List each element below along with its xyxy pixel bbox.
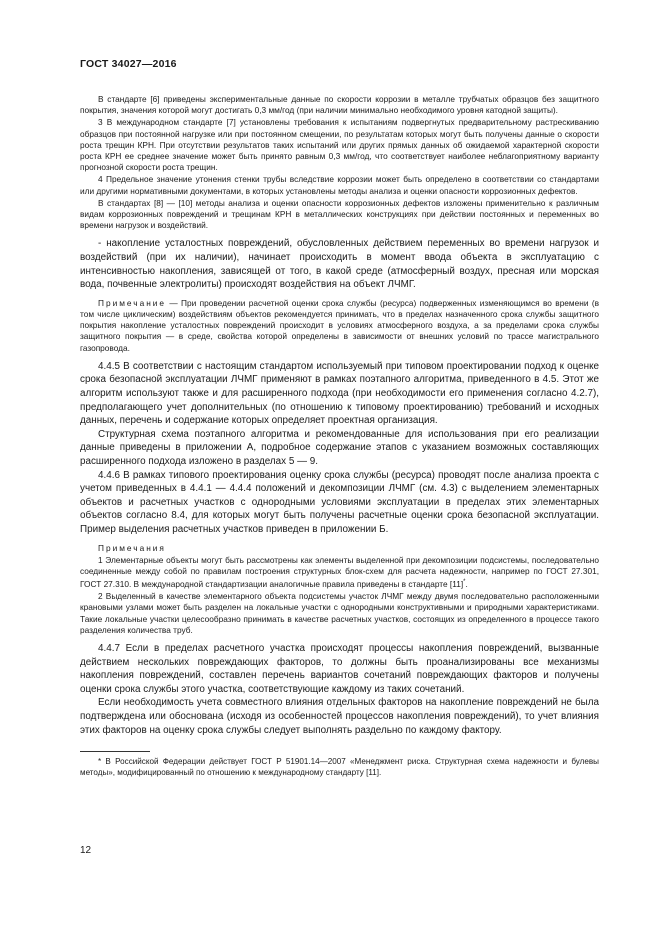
- section-4-4-5: [80, 360, 599, 537]
- note-fatigue: [80, 298, 599, 354]
- paragraph-4-4-7: 4.4.7 Если в пределах расчетного участка происходят процессы накопления повреждений, вызванные действием нескольких повреждающих факторов, то должны быть проанализированы все механизмы накопления повреждений, составлен перечень вариантов сочетаний повреждающих факторов и получены оценки срока службы этого участка, соответствующие каждому из таких сочетаний.: [80, 642, 599, 695]
- footnote-text: * В Российской Федерации действует ГОСТ Р 51901.14—2007 «Менеджмент риска. Структурная схема надежности и булевы методы», модифицированный по отношению к международному стандарту [11].: [80, 757, 599, 778]
- paragraph-4-4-5-b: Структурная схема поэтапного алгоритма и рекомендованные для использования при его реализации данные приведены в приложении А, подробное содержание этапов с указанием возможных составляющих расширенного подхода изложено в разделах 5 — 9.: [80, 428, 599, 467]
- note-paragraph: В стандарте [6] приведены экспериментальные данные по скорости коррозии в металле трубчатых образцов без защитного покрытия, значения которой могут достигать 0,3 мм/год (при наличии минимально необходимого уровня катодной защиты).: [80, 94, 599, 116]
- paragraph-4-4-6: 4.4.6 В рамках типового проектирования оценку срока службы (ресурса) проводят после анализа проекта с учетом приведенных в 4.4.1 — 4.4.4 положений и декомпозиции ЛЧМГ (см. 4.3) с выделением элементарных объектов и расчетных участков с однородными условиями эксплуатации в пределах этих элементарных объектов согласно 8.4, для которых могут быть получены расчетные оценки срока безопасной эксплуатации. Пример выделения расчетных участков приведен в приложении Б.: [80, 469, 599, 535]
- paragraph-4-4-5: 4.4.5 В соответствии с настоящим стандартом используемый при типовом проектировании подход к оценке срока безопасной эксплуатации ЛЧМГ применяют в рамках поэтапного алгоритма, приведенного в 4.5. Этот же алгоритм используют также и для расширенного подхода (при необходимости его применения согласно 4.2.7), предполагающего учет дополнительных (по отношению к типовому проектированию) требований и исходных данных, перечень и содержание которых определяет проектная организация.: [80, 360, 599, 427]
- note-item-2: 2 Выделенный в качестве элементарного объекта подсистемы участок ЛЧМГ между двумя последовательно расположенными крановыми узлами может быть разделен на локальные участки с однородными конструктивными и природными характеристиками. Такие локальные участки целесообразно принимать в качестве расчетных участков, состоящих из определенного в процессе такого разделения количества труб.: [80, 591, 599, 635]
- notes-label: Примечания: [98, 542, 166, 553]
- dash-list-item: - накопление усталостных повреждений, обусловленных действием переменных во времени нагрузок и воздействий (при их наличии), начинает происходить в момент ввода объекта в эксплуатацию с интенсивностью накопления, зависящей от того, в какой среде (атмосферный воздух, пресная или морская вода, почвенные электролиты) происходят воздействия на объект ЛЧМГ.: [80, 238, 599, 291]
- notes-block-top: [80, 94, 599, 231]
- note-item-1: 1 Элементарные объекты могут быть рассмотрены как элементы выделенной при декомпозиции подсистемы, последовательно соединенные между собой по правилам построения структурных блок-схем для расчета надежности, например по ГОСТ 27.301, ГОСТ 27.310. В международной стандартизации аналогичные правила приведены в стандарте [11]*.: [80, 554, 599, 589]
- note-paragraph: 3 В международном стандарте [7] установлены требования к испытаниям подвергнутых предварительному растрескиванию образцов при постоянной нагрузке или при постоянном смещении, по результатам которых могут быть получены данные о скорости роста трещин КРН. При отсутствии результатов таких испытаний или других прямых данных об ожидаемой характерной скорости роста КРН ее среднее значение может быть принято равным 0,3 мм/год, что соответствует наиболее неблагоприятному варианту прогнозной скорости роста трещин.: [80, 117, 599, 173]
- footnote: [80, 756, 599, 778]
- document-header: ГОСТ 34027—2016: [80, 58, 177, 70]
- footnote-divider: [80, 751, 150, 752]
- note-text: — При проведении расчетной оценки срока службы (ресурса) подверженных изменяющимся во времени (в том числе циклическим) воздействиям объектов рекомендуется принимать, что в пределах назначенного срока службы защитного покрытия накопление усталостных повреждений происходит в условиях атмосферного воздуха, а за пределами срока службы защитного покрытия — в среде, свойства которой определены в зависимости от внешних условий по трассе магистрального газопровода.: [80, 297, 599, 353]
- footnote-mark: *: [463, 579, 466, 586]
- page-number: 12: [80, 845, 92, 856]
- notes-block-elementary: [80, 543, 599, 636]
- paragraph-4-4-7-b: Если необходимость учета совместного влияния отдельных факторов на накопление повреждений не была подтверждена или обоснована (исходя из особенностей процессов накопления повреждений), то учет влияния этих факторов на оценку срока службы следует выполнять раздельно по каждому фактору.: [80, 697, 599, 736]
- note-paragraph: 4 Предельное значение утонения стенки трубы вследствие коррозии может быть определено в соответствии со стандартами или другими нормативными документами, в которых установлены методы анализа и оценки опасности коррозионных дефектов.: [80, 174, 599, 196]
- note-paragraph: В стандартах [8] — [10] методы анализа и оценки опасности коррозионных дефектов изложены применительно к различным видам коррозионных повреждений и трещинам КРН в металлических конструкциях при действии постоянных и переменных во времени нагрузок и воздействий.: [80, 197, 599, 231]
- document-page: [80, 58, 599, 778]
- section-4-4-7: [80, 642, 599, 737]
- main-text: [80, 237, 599, 291]
- note-label: Примечание: [98, 297, 167, 308]
